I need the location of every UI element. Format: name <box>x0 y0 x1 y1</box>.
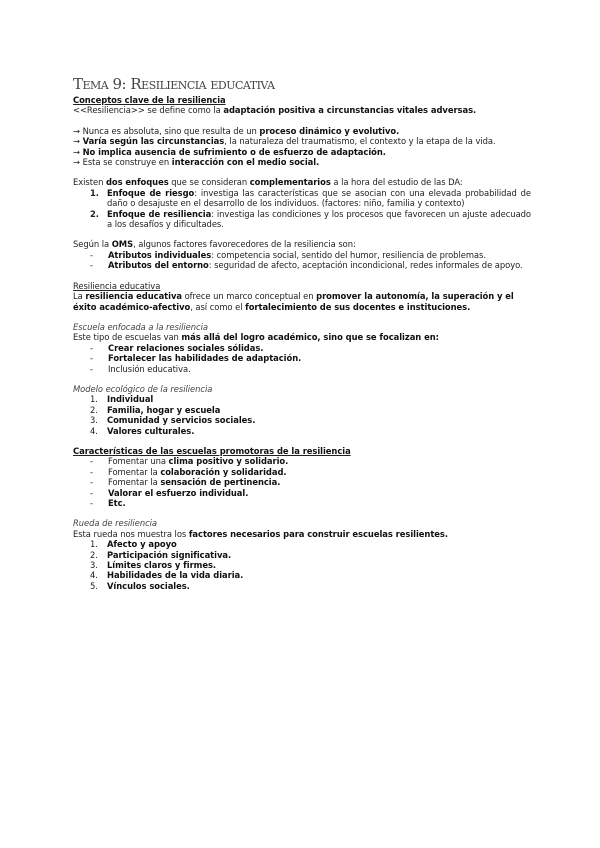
subheading-modelo: Modelo ecológico de la resiliencia <box>73 383 213 394</box>
escuela-list <box>73 343 531 374</box>
heading-conceptos: Conceptos clave de la resiliencia <box>73 95 226 105</box>
arrow-point-1: → Nunca es absoluta, sino que resulta de un proceso dinámico y evolutivo. <box>73 125 400 136</box>
heading-resiliencia-educativa: Resiliencia educativa <box>73 280 161 291</box>
list-item: 1. Enfoque de riesgo: investiga las características que se asocian con una elevada probabilidad de daño o desajuste en el desarrollo de los individuos. (factores: niño, familia y contexto) <box>90 187 531 209</box>
list-item: - Fomentar la colaboración y solidaridad. <box>90 466 287 477</box>
oms-intro: Según la OMS, algunos factores favorecedores de la resiliencia son: <box>73 239 356 250</box>
list-item: 4. Valores culturales. <box>90 425 195 436</box>
list-item: 3. Límites claros y firmes. <box>90 560 217 571</box>
enfoques-intro: Existen dos enfoques que se consideran complementarios a la hora del estudio de las DA: <box>73 177 463 188</box>
list-item: 3. Comunidad y servicios sociales. <box>90 415 256 426</box>
list-item: - Atributos individuales: competencia social, sentido del humor, resiliencia de problemas. <box>90 249 486 260</box>
definition-paragraph: <<Resiliencia>> se define como la adaptación positiva a circunstancias vitales adversas. <box>73 105 477 116</box>
heading-caracteristicas: Características de las escuelas promotoras de la resiliencia <box>73 445 351 456</box>
arrow-point-3: → No implica ausencia de sufrimiento o de esfuerzo de adaptación. <box>73 146 386 157</box>
page-title: Tema 9: Resiliencia educativa <box>73 75 275 93</box>
list-item: 1. Individual <box>90 394 154 405</box>
subheading-rueda: Rueda de resiliencia <box>73 518 157 529</box>
list-item: - Atributos del entorno: seguridad de afecto, aceptación incondicional, redes informales de apoyo. <box>90 260 523 271</box>
list-item: - Crear relaciones sociales sólidas. <box>90 342 264 353</box>
arrow-point-2: → Varía según las circunstancias, la naturaleza del traumatismo, el contexto y la etapa de la vida. <box>73 136 496 147</box>
factores-list <box>73 250 531 271</box>
list-item: - Fortalecer las habilidades de adaptación. <box>90 353 302 364</box>
list-item: 2. Enfoque de resiliencia: investiga las condiciones y los procesos que favorecen un ajuste adecuado a los desafíos y dificultades. <box>90 208 531 230</box>
list-item: 2. Familia, hogar y escuela <box>90 404 221 415</box>
arrow-point-4: → Esta se construye en interacción con el medio social. <box>73 157 320 168</box>
rueda-intro: Esta rueda nos muestra los factores necesarios para construir escuelas resilientes. <box>73 528 448 539</box>
list-item: - Etc. <box>90 498 126 508</box>
list-item: - Fomentar la sensación de pertinencia. <box>90 477 281 488</box>
list-item: - Inclusión educativa. <box>90 363 191 374</box>
list-item: - Valorar el esfuerzo individual. <box>90 487 249 498</box>
list-item: 1. Afecto y apoyo <box>90 539 177 550</box>
modelo-list <box>73 394 531 436</box>
list-item: - Fomentar una clima positivo y solidario. <box>90 456 289 467</box>
resiliencia-educativa-paragraph: La resiliencia educativa ofrece un marco conceptual en promover la autonomía, la superación y el éxito académico-afectivo, así como el fortalecimiento de sus docentes e instituciones. <box>73 291 514 312</box>
subheading-escuela: Escuela enfocada a la resiliencia <box>73 321 208 332</box>
caracteristicas-list <box>73 456 531 508</box>
document-content <box>73 74 531 591</box>
list-item: 2. Participación significativa. <box>90 549 232 560</box>
enfoques-list <box>73 188 531 230</box>
escuela-intro: Este tipo de escuelas van más allá del logro académico, sino que se focalizan en: <box>73 332 439 343</box>
rueda-list <box>73 539 531 591</box>
list-item: 4. Habilidades de la vida diaria. <box>90 570 244 581</box>
list-item: 5. Vínculos sociales. <box>90 580 190 591</box>
